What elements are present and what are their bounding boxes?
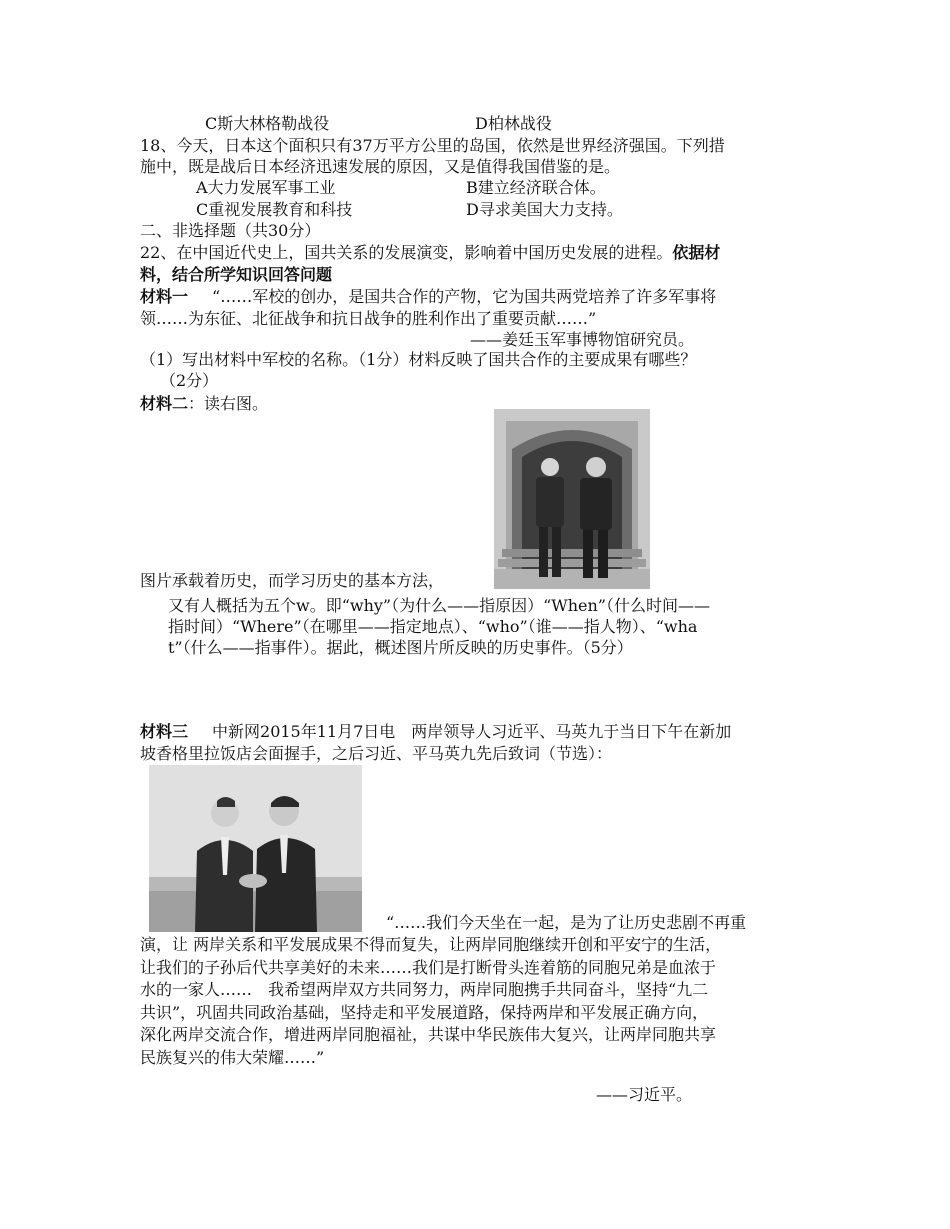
q17-option-c: C斯大林格勒战役	[205, 114, 330, 133]
material1-line-1	[140, 286, 716, 308]
q18-option-b: B建立经济联合体。	[466, 178, 606, 197]
quote-line-3: 让我们的子孙后代共享美好的未来……我们是打断骨头连着筋的同胞兄弟是血浓于	[140, 958, 717, 977]
q18-option-a: A大力发展军事工业	[196, 178, 336, 197]
q22-intro	[140, 242, 720, 264]
material3-text-2: 坡香格里拉饭店会面握手，之后习近、平马英九先后致词（节选）：	[140, 744, 613, 763]
quote-line-1: “……我们今天坐在一起，是为了让历史悲剧不再重	[386, 913, 747, 932]
material2-text-1: 图片承载着历史，而学习历史的基本方法，	[140, 571, 445, 590]
quote-line-2: 演，让 两岸关系和平发展成果不得而复失，让两岸同胞继续开创和平安宁的生活，	[140, 935, 722, 954]
material2-text-2: 又有人概括为五个w。即“why”（为什么——指原因）“When”（什么时间——	[168, 596, 710, 615]
material1-label: 材料一	[140, 287, 189, 306]
material1-source: ——姜廷玉军事博物馆研究员。	[470, 330, 695, 349]
quote-line-7: 民族复兴的伟大荣耀……”	[140, 1048, 325, 1067]
quote-line-4: 水的一家人…… 我希望两岸双方共同努力，两岸同胞携手共同奋斗，坚持“九二	[140, 980, 709, 999]
material3-line-1	[140, 721, 731, 743]
question-1-line-2: （2分）	[160, 371, 219, 390]
q22-intro-bold-a: 依据材	[672, 243, 721, 262]
material3-label: 材料三	[140, 722, 189, 741]
material2-text-3: 指时间）“Where”（在哪里——指定地点）、“who”（谁——指人物）、“wha	[168, 617, 698, 636]
material2-label: 材料二	[140, 394, 189, 413]
q18-option-d: D寻求美国大力支持。	[466, 200, 623, 219]
question-1-line-1: （1）写出材料中军校的名称。（1分）材料反映了国共合作的主要成果有哪些？	[140, 350, 697, 369]
handshake-photo-image	[149, 765, 362, 932]
historical-photo-image	[494, 409, 650, 589]
q22-intro-text: 22、在中国近代史上，国共关系的发展演变，影响着中国历史发展的进程。	[140, 243, 673, 262]
material2-heading	[140, 393, 268, 415]
material1-text-2: 领……为东征、北征战争和抗日战争的胜利作出了重要贡献……”	[140, 309, 597, 328]
quote-line-6: 深化两岸交流合作，增进两岸同胞福祉，共谋中华民族伟大复兴，让两岸同胞共享	[140, 1025, 717, 1044]
material2-text-4: t”（什么——指事件）。据此，概述图片所反映的历史事件。（5分）	[168, 638, 633, 657]
q18-stem-line-2: 施中，既是战后日本经济迅速发展的原因，又是值得我国借鉴的是。	[140, 157, 621, 176]
historical-photo-two-leaders	[494, 409, 650, 589]
section-title: 二、非选择题（共30分）	[140, 221, 321, 240]
q18-option-c: C重视发展教育和科技	[196, 200, 353, 219]
material3-text-1: 中新网2015年11月7日电 两岸领导人习近平、马英九于当日下午在新加	[212, 722, 732, 741]
q17-option-d: D柏林战役	[475, 114, 552, 133]
q18-stem-line-1: 18、今天，日本这个面积只有37万平方公里的岛国，依然是世界经济强国。下列措	[140, 136, 725, 155]
material1-text-1: “……军校的创办，是国共合作的产物，它为国共两党培养了许多军事将	[212, 287, 717, 306]
handshake-photo	[149, 765, 362, 932]
material2-label-suffix: ：读右图。	[188, 394, 269, 413]
q22-intro-bold-b: 料，结合所学知识回答问题	[140, 265, 333, 284]
quote-line-5: 共识”，巩固共同政治基础，坚持走和平发展道路，保持两岸和平发展正确方向，	[140, 1003, 709, 1022]
material3-source: ——习近平。	[596, 1085, 693, 1104]
